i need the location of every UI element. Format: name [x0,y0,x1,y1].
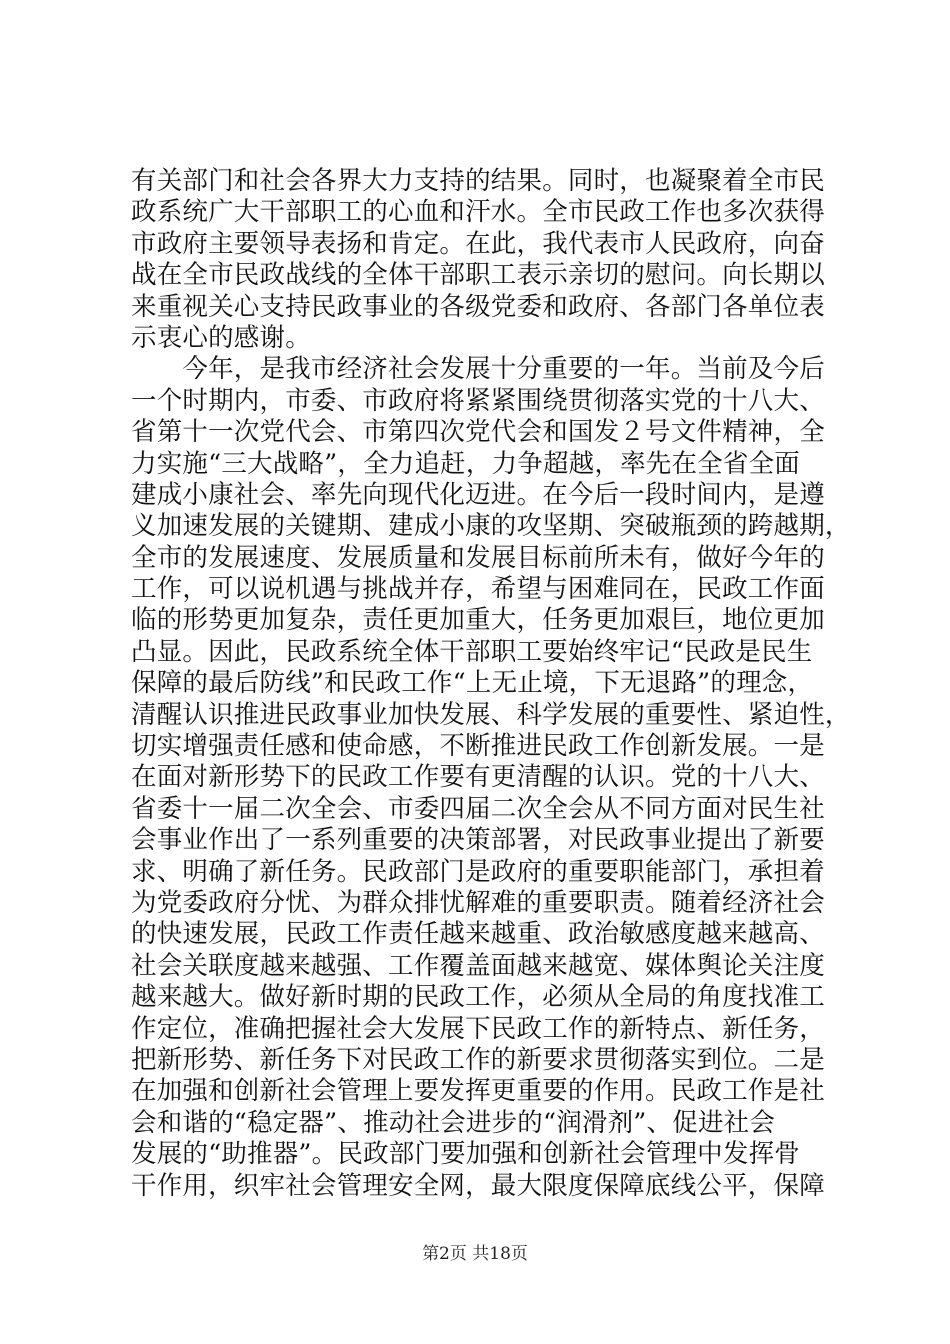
text-line: 示衷心的感谢。 [131,322,311,353]
text-line: 今年，是我市经济社会发展十分重要的一年。当前及今后 [131,354,825,385]
text-line: 会事业作出了一系列重要的决策部署，对民政事业提出了新要 [131,825,825,856]
text-line: 义加速发展的关键期、建成小康的攻坚期、突破瓶颈的跨越期， [131,511,851,542]
text-line: 力实施“三大战略”，全力追赶，力争超越，率先在全省全面 [131,448,800,479]
text-line: 省委十一届二次全会、市委四届二次全会从不同方面对民生社 [131,793,825,824]
text-line: 临的形势更加复杂，责任更加重大，任务更加艰巨，地位更加 [131,605,825,636]
text-line: 工作，可以说机遇与挑战并存，希望与困难同在，民政工作面 [131,574,825,605]
text-line: 的快速发展，民政工作责任越来越重、政治敏感度越来越高、 [131,919,825,950]
text-line: 市政府主要领导表扬和肯定。在此，我代表市人民政府，向奋 [131,228,825,259]
text-line: 发展的“助推器”。民政部门要加强和创新社会管理中发挥骨 [131,1139,800,1170]
page-footer: 第2页 共18页 [422,1244,528,1264]
text-line: 作定位，准确把握社会大发展下民政工作的新特点、新任务， [131,1013,825,1044]
text-line: 求、明确了新任务。民政部门是政府的重要职能部门，承担着 [131,856,825,887]
text-line: 政系统广大干部职工的心血和汗水。全市民政工作也多次获得 [131,197,825,228]
text-line: 社会关联度越来越强、工作覆盖面越来越宽、媒体舆论关注度 [131,950,825,981]
text-line: 省第十一次党代会、市第四次党代会和国发２号文件精神，全 [131,417,825,448]
text-line: 凸显。因此，民政系统全体干部职工要始终牢记“民政是民生 [131,636,813,667]
text-line: 战在全市民政战线的全体干部职工表示亲切的慰问。向长期以 [131,260,825,291]
text-line: 会和谐的“稳定器”、推动社会进步的“润滑剂”、促进社会 [131,1107,776,1138]
text-line: 清醒认识推进民政事业加快发展、科学发展的重要性、紧迫性， [131,699,851,730]
text-line: 一个时期内，市委、市政府将紧紧围绕贯彻落实党的十八大、 [131,385,825,416]
text-line: 干作用，织牢社会管理安全网，最大限度保障底线公平，保障 [131,1170,825,1201]
text-line: 保障的最后防线”和民政工作“上无止境，下无退路”的理念， [131,668,814,699]
text-line: 为党委政府分忧、为群众排忧解难的重要职责。随着经济社会 [131,887,825,918]
text-line: 在面对新形势下的民政工作要有更清醒的认识。党的十八大、 [131,762,825,793]
text-line: 在加强和创新社会管理上要发挥更重要的作用。民政工作是社 [131,1076,825,1107]
body-text [131,166,851,1202]
text-line: 把新形势、新任务下对民政工作的新要求贯彻落实到位。二是 [131,1044,825,1075]
text-line: 建成小康社会、率先向现代化迈进。在今后一段时间内，是遵 [131,479,825,510]
text-line: 越来越大。做好新时期的民政工作，必须从全局的角度找准工 [131,982,825,1013]
text-line: 切实增强责任感和使命感，不断推进民政工作创新发展。一是 [131,731,825,762]
text-line: 来重视关心支持民政事业的各级党委和政府、各部门各单位表 [131,291,825,322]
text-line: 全市的发展速度、发展质量和发展目标前所未有，做好今年的 [131,542,825,573]
text-line: 有关部门和社会各界大力支持的结果。同时，也凝聚着全市民 [131,166,825,196]
